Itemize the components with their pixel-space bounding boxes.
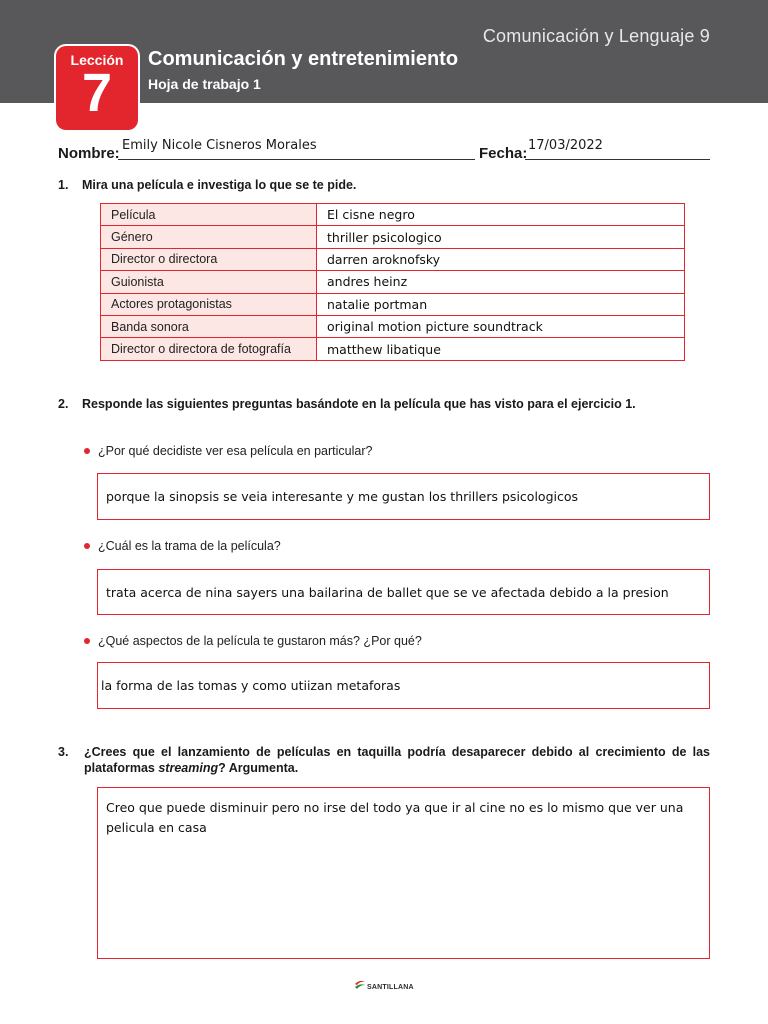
lesson-label: Lección bbox=[70, 52, 124, 68]
date-value: 17/03/2022 bbox=[528, 138, 603, 153]
santillana-logo-icon bbox=[354, 979, 366, 991]
question-1-number: 1. bbox=[58, 178, 69, 192]
bullet-icon bbox=[84, 448, 90, 454]
publisher-name: SANTILLANA bbox=[367, 984, 414, 991]
question-2-prompt: Responde las siguientes preguntas basándote en la película que has visto para el ejercicio 1. bbox=[82, 397, 636, 411]
question-1-title bbox=[58, 178, 356, 192]
row-value[interactable]: natalie portman bbox=[317, 293, 685, 315]
subject-title: Comunicación y Lenguaje 9 bbox=[482, 26, 710, 46]
table-row bbox=[101, 271, 685, 293]
question-1-prompt: Mira una película e investiga lo que se te pide. bbox=[82, 178, 357, 192]
question-2-title bbox=[58, 397, 636, 411]
question-2b-text: ¿Cuál es la trama de la película? bbox=[98, 539, 281, 553]
question-3-number: 3. bbox=[58, 745, 69, 759]
row-value[interactable]: El cisne negro bbox=[317, 204, 685, 226]
row-value[interactable]: darren aroknofsky bbox=[317, 248, 685, 270]
lesson-title: Comunicación y entretenimiento bbox=[148, 48, 459, 70]
answer-2a-text: porque la sinopsis se veia interesante y me gustan los thrillers psicologicos bbox=[106, 489, 579, 504]
question-2-number: 2. bbox=[58, 397, 69, 411]
question-2a bbox=[84, 444, 372, 458]
row-value[interactable]: andres heinz bbox=[317, 271, 685, 293]
table-row bbox=[101, 315, 685, 337]
film-info-table bbox=[100, 203, 685, 361]
bullet-icon bbox=[84, 543, 90, 549]
row-value[interactable]: thriller psicologico bbox=[317, 226, 685, 248]
answer-2c-box[interactable] bbox=[97, 662, 710, 709]
row-label: Director o directora de fotografía bbox=[101, 338, 317, 360]
row-label: Director o directora bbox=[101, 248, 317, 270]
bullet-icon bbox=[84, 638, 90, 644]
table-row bbox=[101, 204, 685, 226]
question-3-title bbox=[58, 744, 710, 776]
answer-2b-text: trata acerca de nina sayers una bailarina de ballet que se ve afectada debido a la presion bbox=[106, 584, 669, 600]
name-value: Emily Nicole Cisneros Morales bbox=[122, 138, 317, 153]
question-2a-text: ¿Por qué decidiste ver esa película en particular? bbox=[98, 444, 373, 458]
date-field[interactable] bbox=[525, 138, 710, 160]
answer-3-text: Creo que puede disminuir pero no irse del todo ya que ir al cine no es lo mismo que ver una pelicula en casa bbox=[106, 800, 684, 835]
student-info-row bbox=[58, 138, 710, 162]
question-2b bbox=[84, 539, 281, 553]
question-3-prompt-end: ? Argumenta. bbox=[218, 761, 299, 775]
row-label: Actores protagonistas bbox=[101, 293, 317, 315]
answer-3-box[interactable] bbox=[97, 787, 710, 959]
row-label: Guionista bbox=[101, 271, 317, 293]
table-row bbox=[101, 248, 685, 270]
table-row bbox=[101, 226, 685, 248]
table-row bbox=[101, 293, 685, 315]
publisher-logo bbox=[354, 979, 418, 995]
name-label: Nombre: bbox=[58, 145, 120, 162]
name-field[interactable] bbox=[118, 138, 475, 160]
question-2c-text: ¿Qué aspectos de la película te gustaron más? ¿Por qué? bbox=[98, 634, 422, 648]
question-3-prompt-start: ¿Crees que el lanzamiento de películas en taquilla podría desaparecer debido al crecimiento de las plataformas bbox=[84, 745, 710, 775]
row-label: Banda sonora bbox=[101, 315, 317, 337]
table-row bbox=[101, 338, 685, 360]
row-value[interactable]: matthew libatique bbox=[317, 338, 685, 360]
row-label: Género bbox=[101, 226, 317, 248]
worksheet-subtitle: Hoja de trabajo 1 bbox=[148, 76, 261, 92]
date-label: Fecha: bbox=[479, 145, 528, 162]
answer-2a-box[interactable] bbox=[97, 473, 710, 520]
question-2c bbox=[84, 634, 422, 648]
answer-2c-text: la forma de las tomas y como utiizan metaforas bbox=[101, 678, 401, 693]
lesson-number: 7 bbox=[81, 63, 113, 123]
lesson-badge bbox=[56, 46, 138, 130]
question-3-prompt-emphasis: streaming bbox=[158, 761, 219, 775]
answer-2b-box[interactable] bbox=[97, 569, 710, 615]
row-label: Película bbox=[101, 204, 317, 226]
row-value[interactable]: original motion picture soundtrack bbox=[317, 315, 685, 337]
